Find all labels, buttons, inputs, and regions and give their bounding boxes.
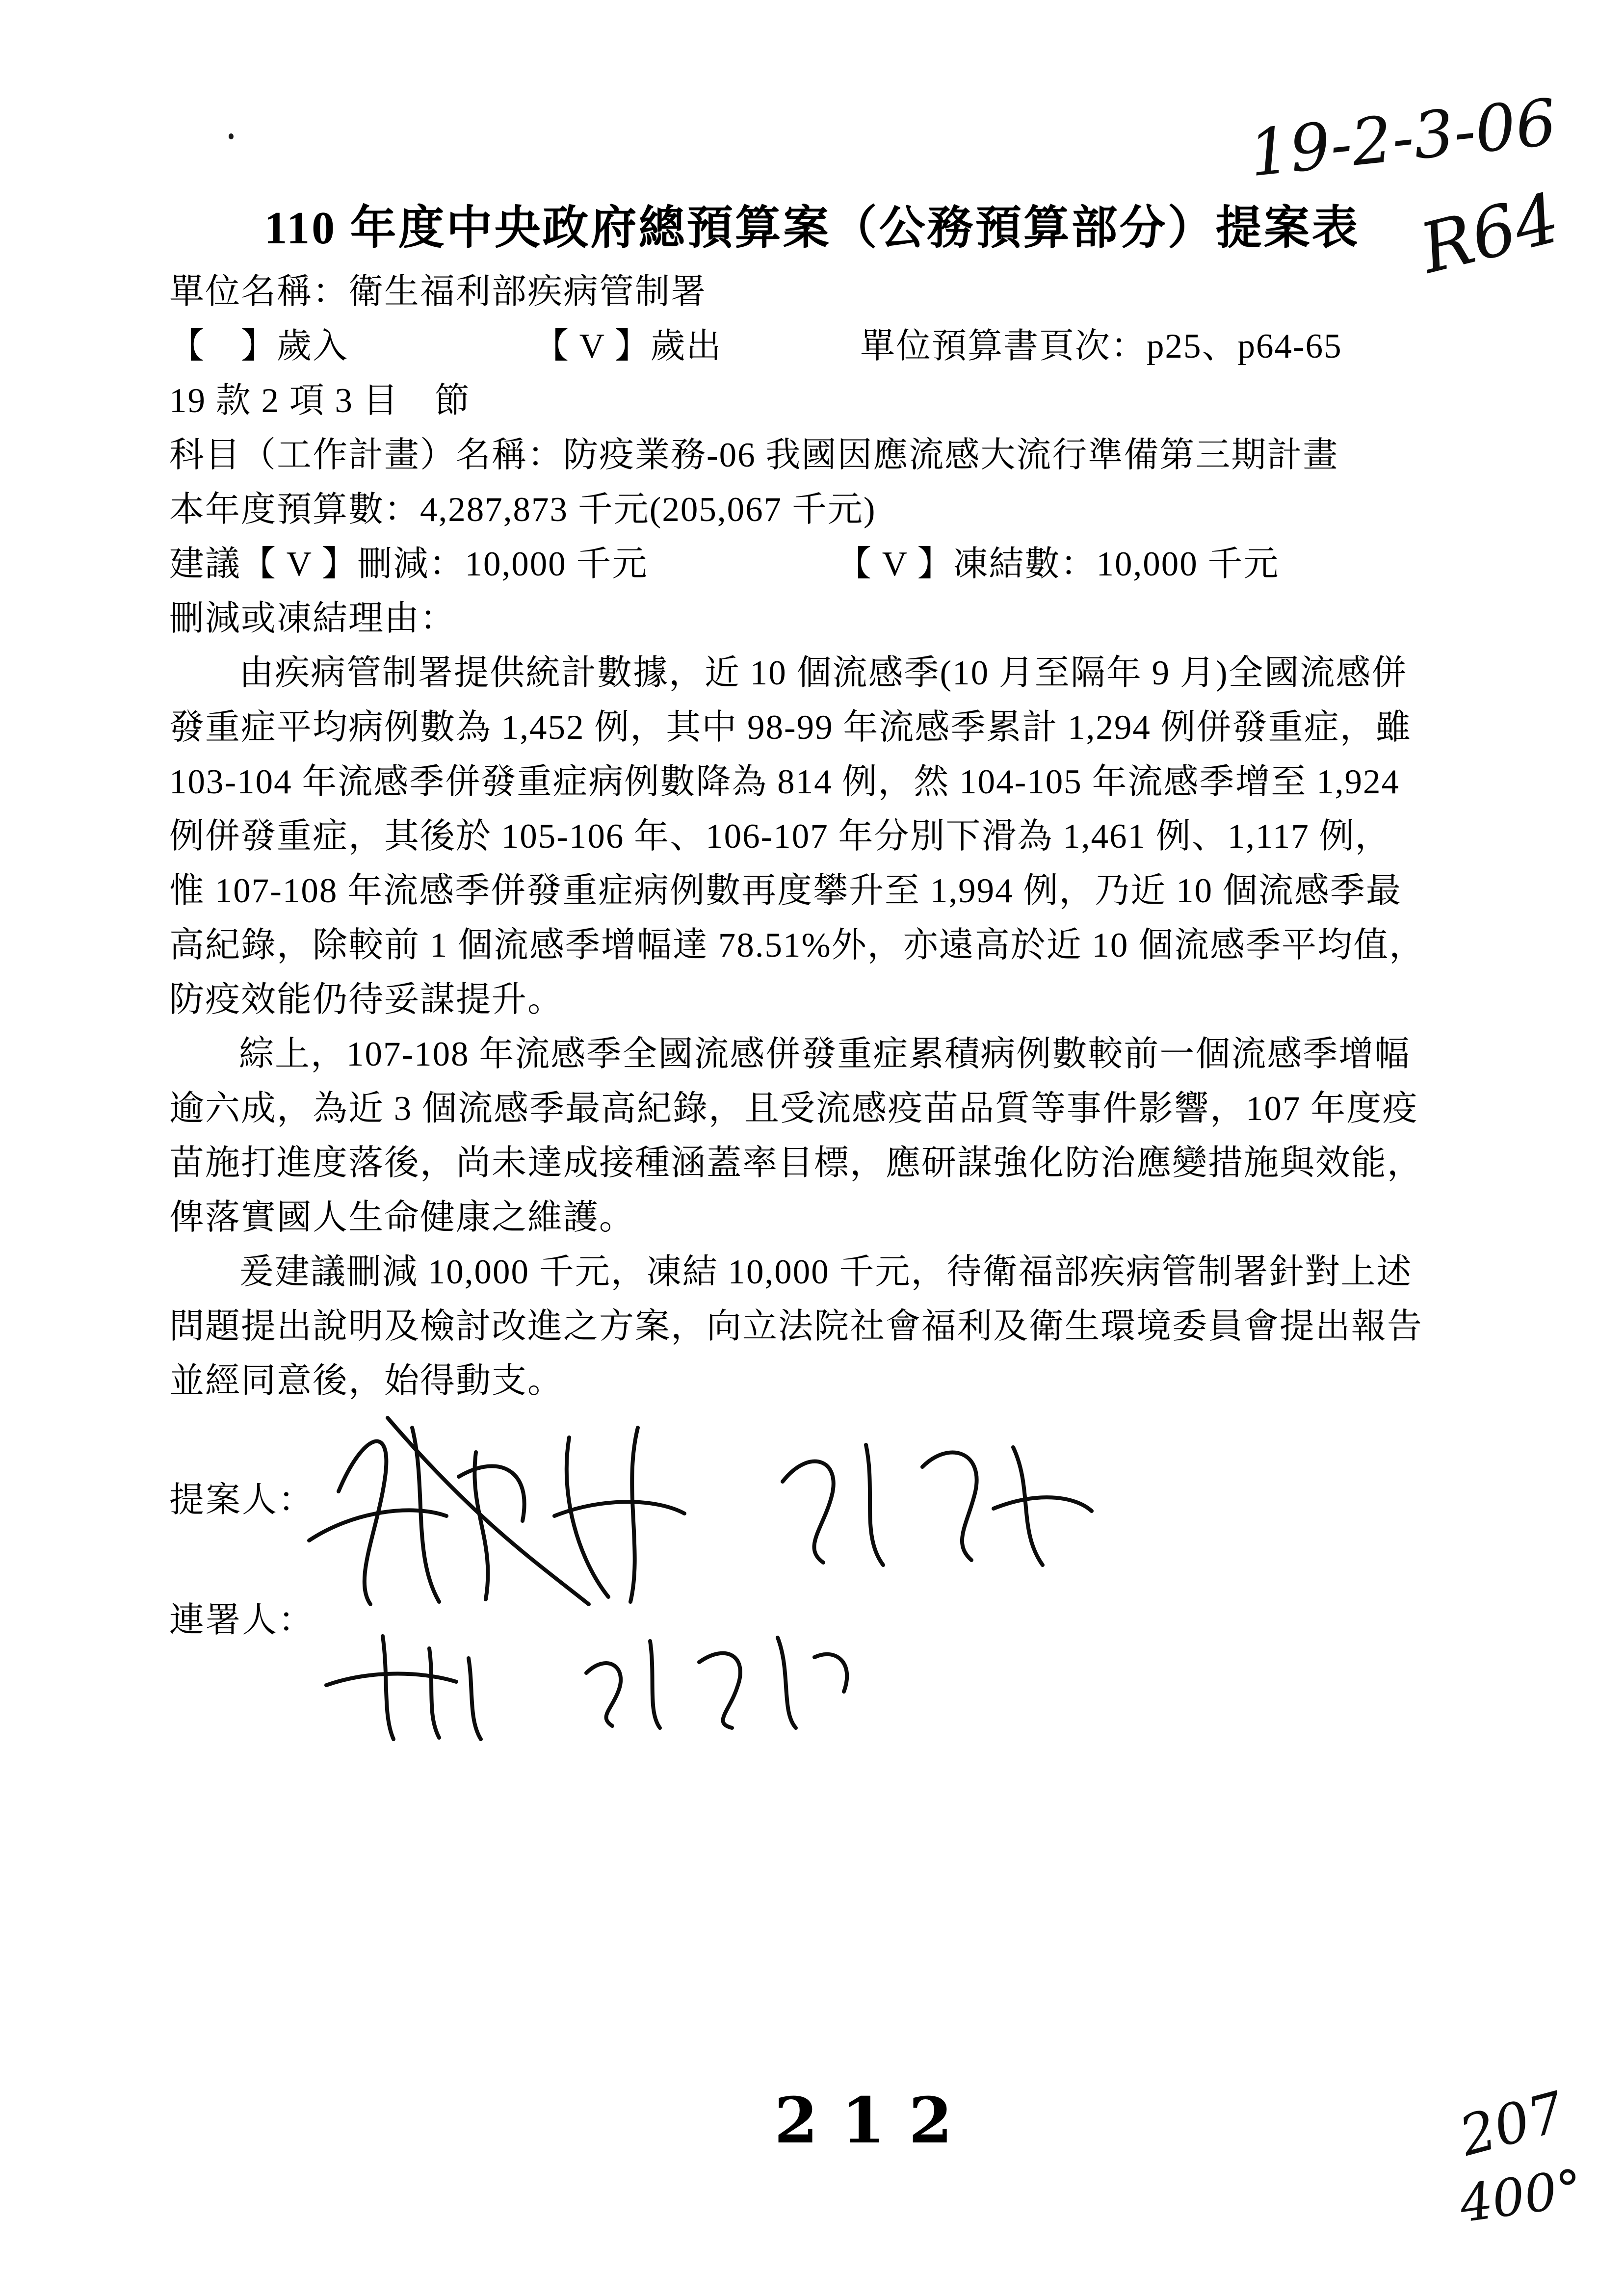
- reason-p1-line: 高紀錄，除較前 1 個流感季增幅達 78.51%外，亦遠高於近 10 個流感季平均值，: [169, 926, 1425, 965]
- reason-p1-line: 防疫效能仍待妥謀提升。: [169, 981, 564, 1019]
- proposal-delete-part: 建議【 V 】刪減：10,000 千元: [169, 545, 648, 583]
- proposer-label: 提案人：: [169, 1481, 315, 1519]
- unit-name-line: 單位名稱：衛生福利部疾病管制署: [169, 273, 707, 311]
- page-title: 110 年度中央政府總預算案（公務預算部分）提案表: [264, 203, 1360, 254]
- budget-book-pages: 單位預算書頁次：p25、p64-65: [860, 327, 1342, 365]
- handwritten-ref-top-right: R64: [1413, 178, 1568, 289]
- page-number: 212: [774, 2084, 976, 2158]
- handwritten-num-bottom-right-upper: 207: [1453, 2080, 1571, 2169]
- handwritten-code-top-right: 19-2-3-06: [1245, 84, 1560, 191]
- reason-p3-line: 爰建議刪減 10,000 千元，凍結 10,000 千元，待衛福部疾病管制署針對上述: [239, 1253, 1413, 1291]
- current-budget-line: 本年度預算數：4,287,873 千元(205,067 千元): [169, 491, 876, 529]
- reason-p1-line: 惟 107-108 年流感季併發重症病例數再度攀升至 1,994 例，乃近 10 個流感季最: [169, 872, 1402, 910]
- reason-p3-line: 並經同意後，始得動支。: [169, 1362, 564, 1400]
- checkbox-line: [169, 319, 1504, 374]
- cosigner-label: 連署人：: [169, 1601, 315, 1640]
- reason-p2-line: 綜上，107-108 年流感季全國流感併發重症累積病例數較前一個流感季增幅: [239, 1035, 1411, 1073]
- handwritten-num-bottom-right-lower: 400°: [1456, 2158, 1586, 2234]
- scan-speck: [229, 133, 234, 139]
- proposer-signature-2: [741, 1418, 1104, 1575]
- reason-p3-line: 問題提出說明及檢討改進之方案，向立法院社會福利及衛生環境委員會提出報告: [169, 1307, 1423, 1346]
- expenditure-checkbox: 【 V 】歲出: [534, 327, 722, 365]
- reason-p1-line: 由疾病管制署提供統計數據，近 10 個流感季(10 月至隔年 9 月)全國流感併: [239, 654, 1408, 692]
- subject-line: 科目（工作計畫）名稱：防疫業務-06 我國因應流感大流行準備第三期計畫: [169, 436, 1339, 474]
- classification-line: 19 款 2 項 3 目 節: [169, 382, 471, 420]
- proposer-signature-1: [265, 1393, 707, 1609]
- reason-p2-line: 逾六成，為近 3 個流感季最高紀錄，且受流感疫苗品質等事件影響，107 年度疫: [169, 1090, 1418, 1128]
- revenue-checkbox: 【 】歲入: [169, 327, 349, 365]
- proposal-line: [169, 537, 1504, 592]
- reason-p2-line: 苗施打進度落後，尚未達成接種涵蓋率目標，應研謀強化防治應變措施與效能，: [169, 1144, 1423, 1182]
- cosigner-signature-1: [309, 1619, 540, 1742]
- reason-p1-line: 例併發重症，其後於 105-106 年、106-107 年分別下滑為 1,461 例、1,117 例，: [169, 817, 1391, 856]
- reason-p2-line: 俾落實國人生命健康之維護。: [169, 1199, 635, 1237]
- reason-p1-line: 發重症平均病例數為 1,452 例，其中 98-99 年流感季累計 1,294 例併發重症，雖: [169, 708, 1412, 747]
- form-body: [169, 265, 1504, 1409]
- cosigner-signature-2: [559, 1614, 868, 1732]
- proposal-freeze-part: 【 V 】凍結數：10,000 千元: [837, 545, 1280, 583]
- reason-header-line: 刪減或凍結理由：: [169, 600, 456, 638]
- reason-p1-line: 103-104 年流感季併發重症病例數降為 814 例，然 104-105 年流感季增至 1,924: [169, 763, 1400, 801]
